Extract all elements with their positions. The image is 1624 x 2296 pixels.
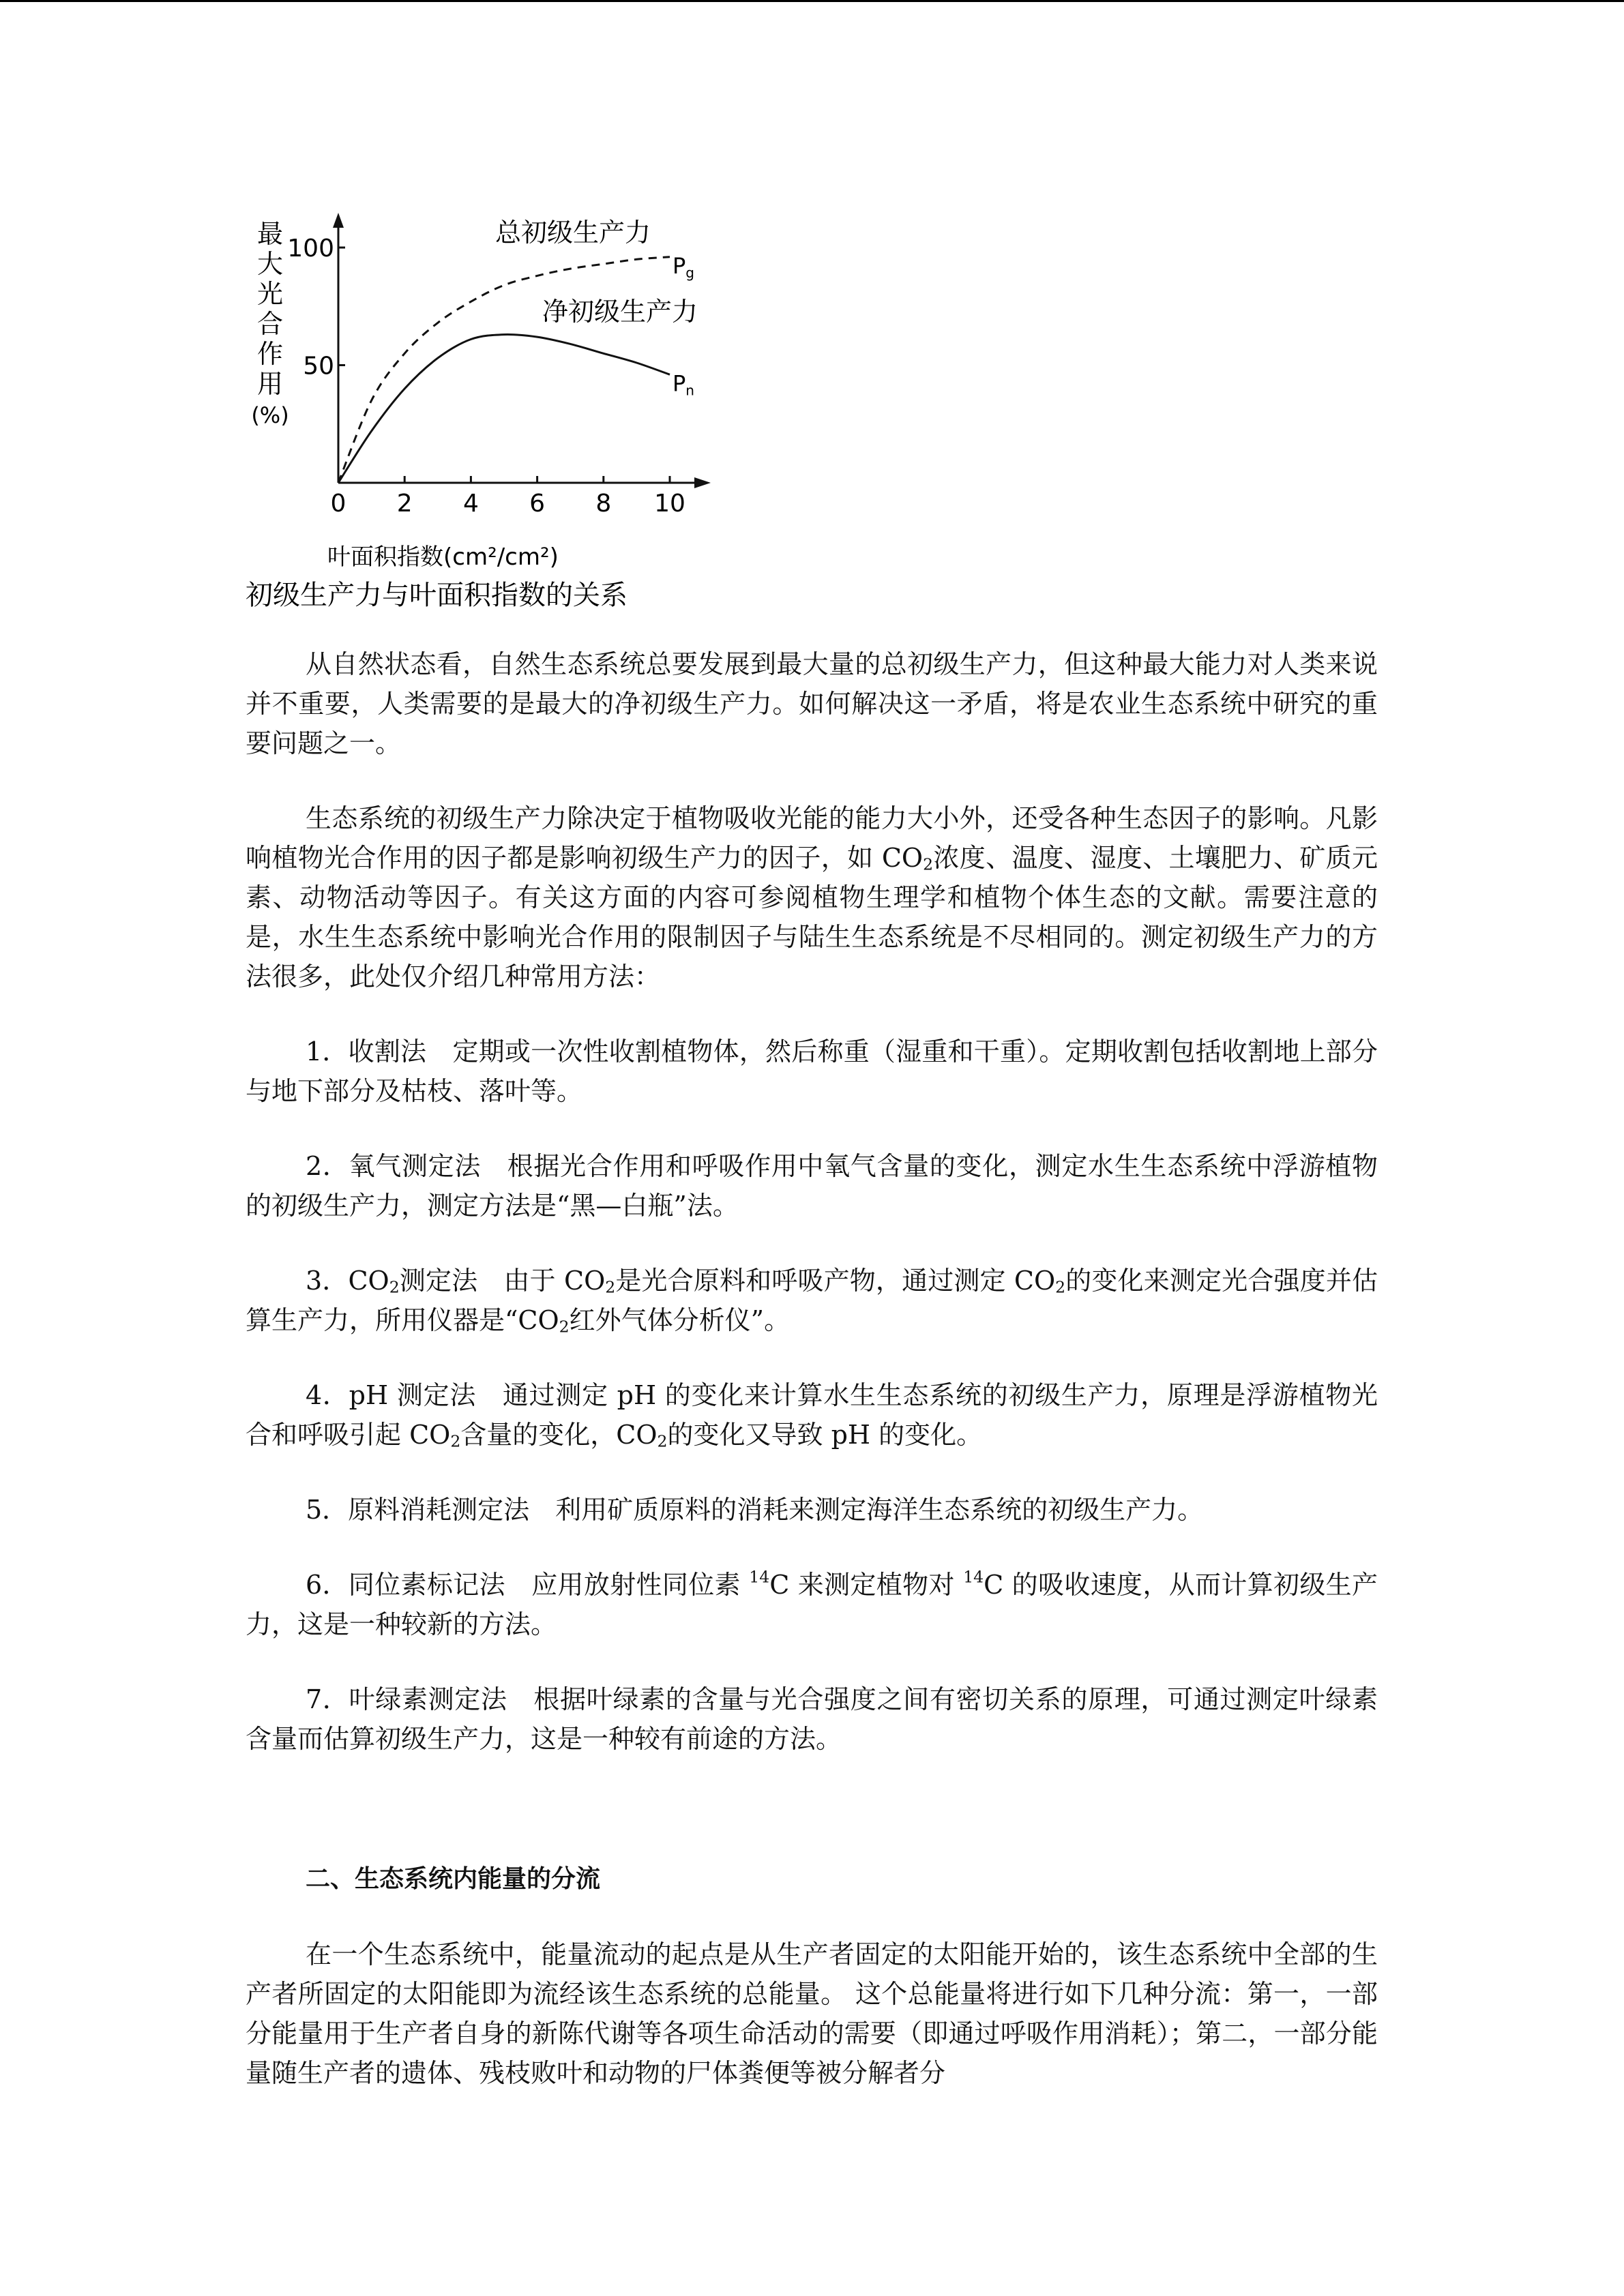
method-oxygen: 2．氧气测定法 根据光合作用和呼吸作用中氧气含量的变化，测定水生生态系统中浮游植物的初级生产力，测定方法是“黑—白瓶”法。 (246, 1151, 1378, 1221)
x-tick-label: 4 (462, 490, 479, 518)
y-label-char: 用 (256, 369, 284, 399)
body-text (246, 644, 1378, 2093)
subscript: 2 (657, 1431, 668, 1451)
series-label-net: 净初级生产力 (542, 297, 698, 327)
paragraph-energy-flow: 在一个生态系统中，能量流动的起点是从生产者固定的太阳能开始的，该生态系统中全部的生产者所固定的太阳能即为流经该生态系统的总能量。 这个总能量将进行如下几种分流：第一，一部分能量用于生产者自身的新陈代谢等各项生命活动的需要（即通过呼吸作用消耗）；第二，一部分能量随生产者的遗体、残枝败叶和动物的尸体粪便等被分解者分 (246, 1939, 1378, 2088)
method-co2 (246, 1261, 1378, 1340)
y-label-char: 光 (256, 279, 284, 309)
figure-productivity-chart (239, 205, 743, 614)
gross-production-curve (338, 257, 670, 483)
superscript: 14 (749, 1567, 770, 1587)
y-ticks (287, 235, 345, 381)
method-chlorophyll: 7．叶绿素测定法 根据叶绿素的含量与光合强度之间有密切关系的原理，可通过测定叶绿素含量而估算初级生产力，这是一种较有前途的方法。 (246, 1684, 1378, 1754)
superscript: 14 (963, 1567, 984, 1587)
y-label-char: 大 (256, 249, 284, 279)
text-run: C 的吸收速度，从而计算初级生产力，这是一种较新的方法。 (246, 1570, 1378, 1639)
end-label-letter: P (673, 252, 686, 279)
text-run: 6．同位素标记法 应用放射性同位素 (306, 1570, 750, 1600)
text-run: 生态系统的初级生产力除决定于植物吸收光能的能力大小外，还受各种生态因子的影响。凡影响植物光合作用的因子都是影响初级生产力的因子，如 CO (246, 803, 1378, 873)
text-run: 4．pH 测定法 通过测定 pH 的变化来计算水生生态系统的初级生产力，原理是浮游植物光合和呼吸引起 CO (246, 1380, 1378, 1450)
subscript: 2 (605, 1277, 616, 1297)
x-axis-arrow (694, 477, 711, 488)
end-label-letter: P (673, 370, 686, 397)
series-end-label (673, 370, 694, 398)
y-label-char: 作 (256, 339, 284, 369)
subscript: 2 (450, 1431, 461, 1451)
text-run: 的变化又导致 pH 的变化。 (667, 1420, 983, 1450)
series-end-label (673, 253, 694, 281)
subscript: 2 (1055, 1277, 1066, 1297)
paragraph-factors (246, 799, 1378, 996)
subscript: 2 (923, 854, 934, 874)
text-run: 浓度、温度、湿度、土壤肥力、矿质元素、动物活动等因子。有关这方面的内容可参阅植物生理学和植物个体生态的文献。需要注意的是，水生生态系统中影响光合作用的限制因子与陆生生态系统是不尽相同的。测定初级生产力的方法很多，此处仅介绍几种常用方法： (246, 843, 1378, 992)
y-label-char: 合 (256, 309, 284, 339)
chart-title: 初级生产力与叶面积指数的关系 (246, 580, 628, 611)
method-ph (246, 1375, 1378, 1455)
page-top-border (0, 0, 1624, 2)
y-tick-label: 50 (303, 352, 334, 381)
y-axis-label (251, 219, 289, 428)
text-run: 是光合原料和呼吸产物，通过测定 CO (615, 1266, 1056, 1296)
text-run: 的变化来测定光合强度并估算生产力，所用仪器是“CO (246, 1266, 1378, 1335)
series-label-gross: 总初级生产力 (495, 218, 651, 248)
subscript: 2 (559, 1317, 570, 1337)
method-isotope (246, 1565, 1378, 1644)
x-tick-label: 0 (330, 490, 346, 518)
x-tick-label: 2 (396, 490, 413, 518)
end-label-subscript: g (685, 264, 694, 281)
section-heading: 二、生态系统内能量的分流 (306, 1865, 601, 1893)
y-label-char: 最 (256, 219, 284, 249)
text-run: 红外气体分析仪”。 (569, 1305, 791, 1335)
x-tick-label: 8 (595, 490, 612, 518)
y-label-char: (%) (251, 402, 289, 428)
x-tick-label: 10 (654, 490, 685, 518)
series-group (338, 253, 694, 483)
x-axis-label: 叶面积指数(cm²/cm²) (327, 543, 559, 571)
end-label-subscript: n (685, 382, 694, 399)
x-tick-label: 6 (529, 490, 546, 518)
method-material-consumption: 5．原料消耗测定法 利用矿质原料的消耗来测定海洋生态系统的初级生产力。 (306, 1495, 1204, 1525)
text-run: 测定法 由于 CO (399, 1266, 606, 1296)
paragraph-natural-state: 从自然状态看，自然生态系统总要发展到最大量的总初级生产力，但这种最大能力对人类来说并不重要，人类需要的是最大的净初级生产力。如何解决这一矛盾，将是农业生态系统中研究的重要问题之一。 (246, 649, 1378, 758)
text-run: 3．CO (306, 1266, 389, 1296)
y-tick-label: 100 (287, 235, 334, 263)
text-run: 含量的变化，CO (460, 1420, 658, 1450)
chart-svg (239, 205, 743, 614)
subscript: 2 (389, 1277, 400, 1297)
net-production-curve (338, 335, 670, 483)
method-harvest: 1．收割法 定期或一次性收割植物体，然后称重（湿重和干重）。定期收割包括收割地上部分与地下部分及枯枝、落叶等。 (246, 1037, 1378, 1106)
text-run: C 来测定植物对 (769, 1570, 964, 1600)
y-axis-arrow (333, 213, 344, 228)
